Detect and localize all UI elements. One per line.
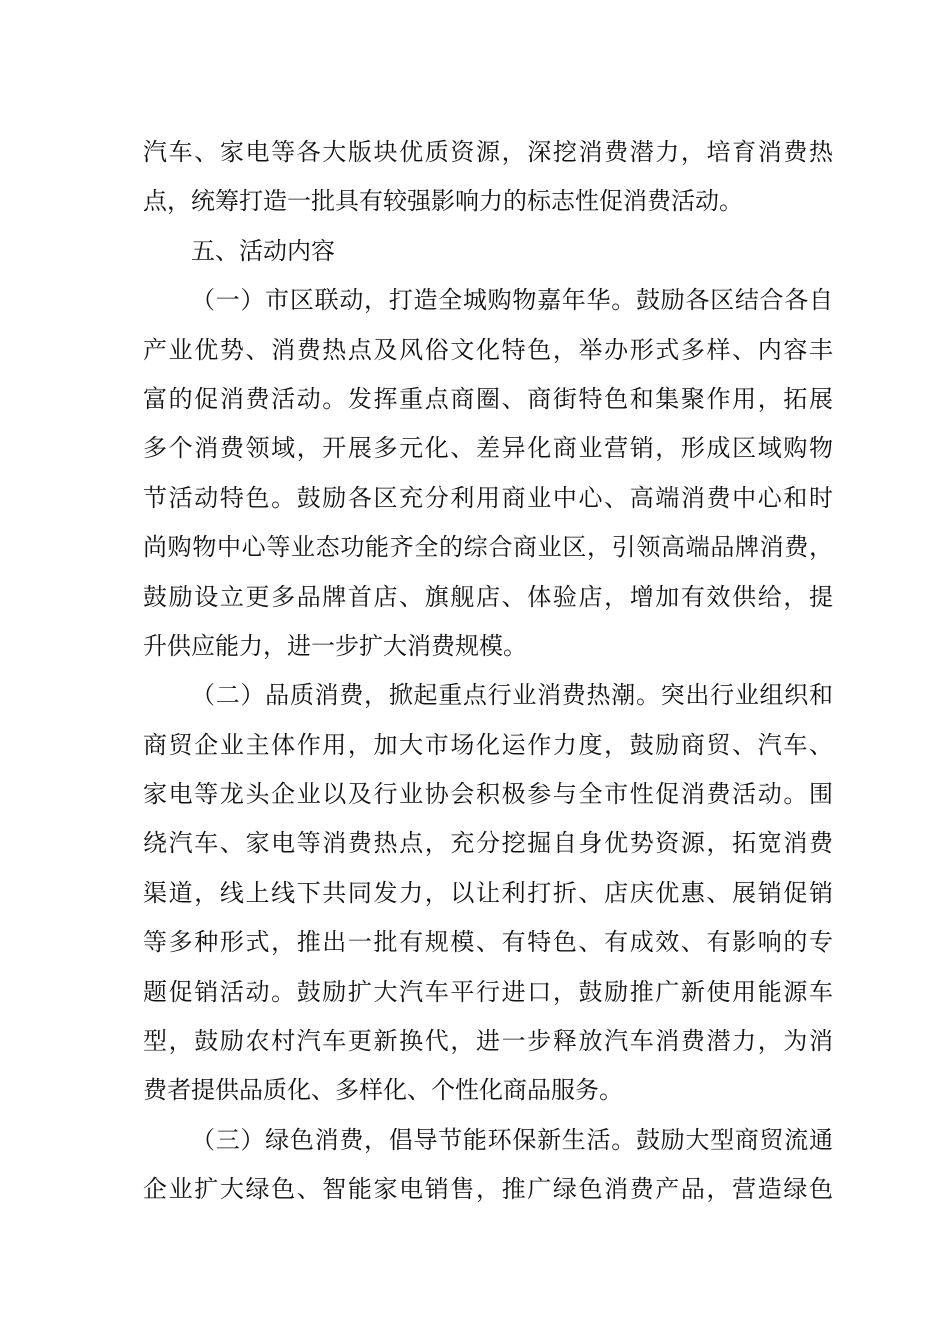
text-line: 商贸企业主体作用，加大市场化运作力度，鼓励商贸、汽车、 — [143, 730, 833, 759]
text-line: 绕汽车、家电等消费热点，充分挖掘自身优势资源，拓宽消费 — [143, 829, 833, 858]
text-line: （二）品质消费，掀起重点行业消费热潮。突出行业组织和 — [191, 681, 833, 710]
text-line: （三）绿色消费，倡导节能环保新生活。鼓励大型商贸流通 — [191, 1125, 833, 1154]
text-line: 富的促消费活动。发挥重点商圈、商街特色和集聚作用，拓展 — [143, 384, 833, 413]
text-line: 企业扩大绿色、智能家电销售，推广绿色消费产品，营造绿色 — [143, 1175, 833, 1204]
text-line: 多个消费领域，开展多元化、差异化商业营销，形成区域购物 — [143, 434, 833, 463]
text-line: （一）市区联动，打造全城购物嘉年华。鼓励各区结合各自 — [191, 286, 833, 315]
text-line: 节活动特色。鼓励各区充分利用商业中心、高端消费中心和时 — [143, 483, 833, 512]
text-line: 产业优势、消费热点及风俗文化特色，举办形式多样、内容丰 — [143, 335, 833, 364]
text-line: 尚购物中心等业态功能齐全的综合商业区，引领高端品牌消费， — [143, 533, 833, 562]
section-heading: 五、活动内容 — [191, 236, 335, 265]
text-line: 费者提供品质化、多样化、个性化商品服务。 — [143, 1076, 623, 1105]
text-line: 渠道，线上线下共同发力，以让利打折、店庆优惠、展销促销 — [143, 878, 833, 907]
document-body — [143, 128, 833, 1215]
text-line: 等多种形式，推出一批有规模、有特色、有成效、有影响的专 — [143, 928, 833, 957]
text-line: 型，鼓励农村汽车更新换代，进一步释放汽车消费潜力，为消 — [143, 1027, 833, 1056]
text-line: 题促销活动。鼓励扩大汽车平行进口，鼓励推广新使用能源车 — [143, 977, 833, 1006]
text-line: 升供应能力，进一步扩大消费规模。 — [143, 631, 527, 660]
text-line: 家电等龙头企业以及行业协会积极参与全市性促消费活动。围 — [143, 780, 833, 809]
text-line: 汽车、家电等各大版块优质资源，深挖消费潜力，培育消费热 — [143, 138, 833, 166]
text-line: 点，统筹打造一批具有较强影响力的标志性促消费活动。 — [143, 187, 743, 216]
text-line: 鼓励设立更多品牌首店、旗舰店、体验店，增加有效供给，提 — [143, 582, 833, 611]
